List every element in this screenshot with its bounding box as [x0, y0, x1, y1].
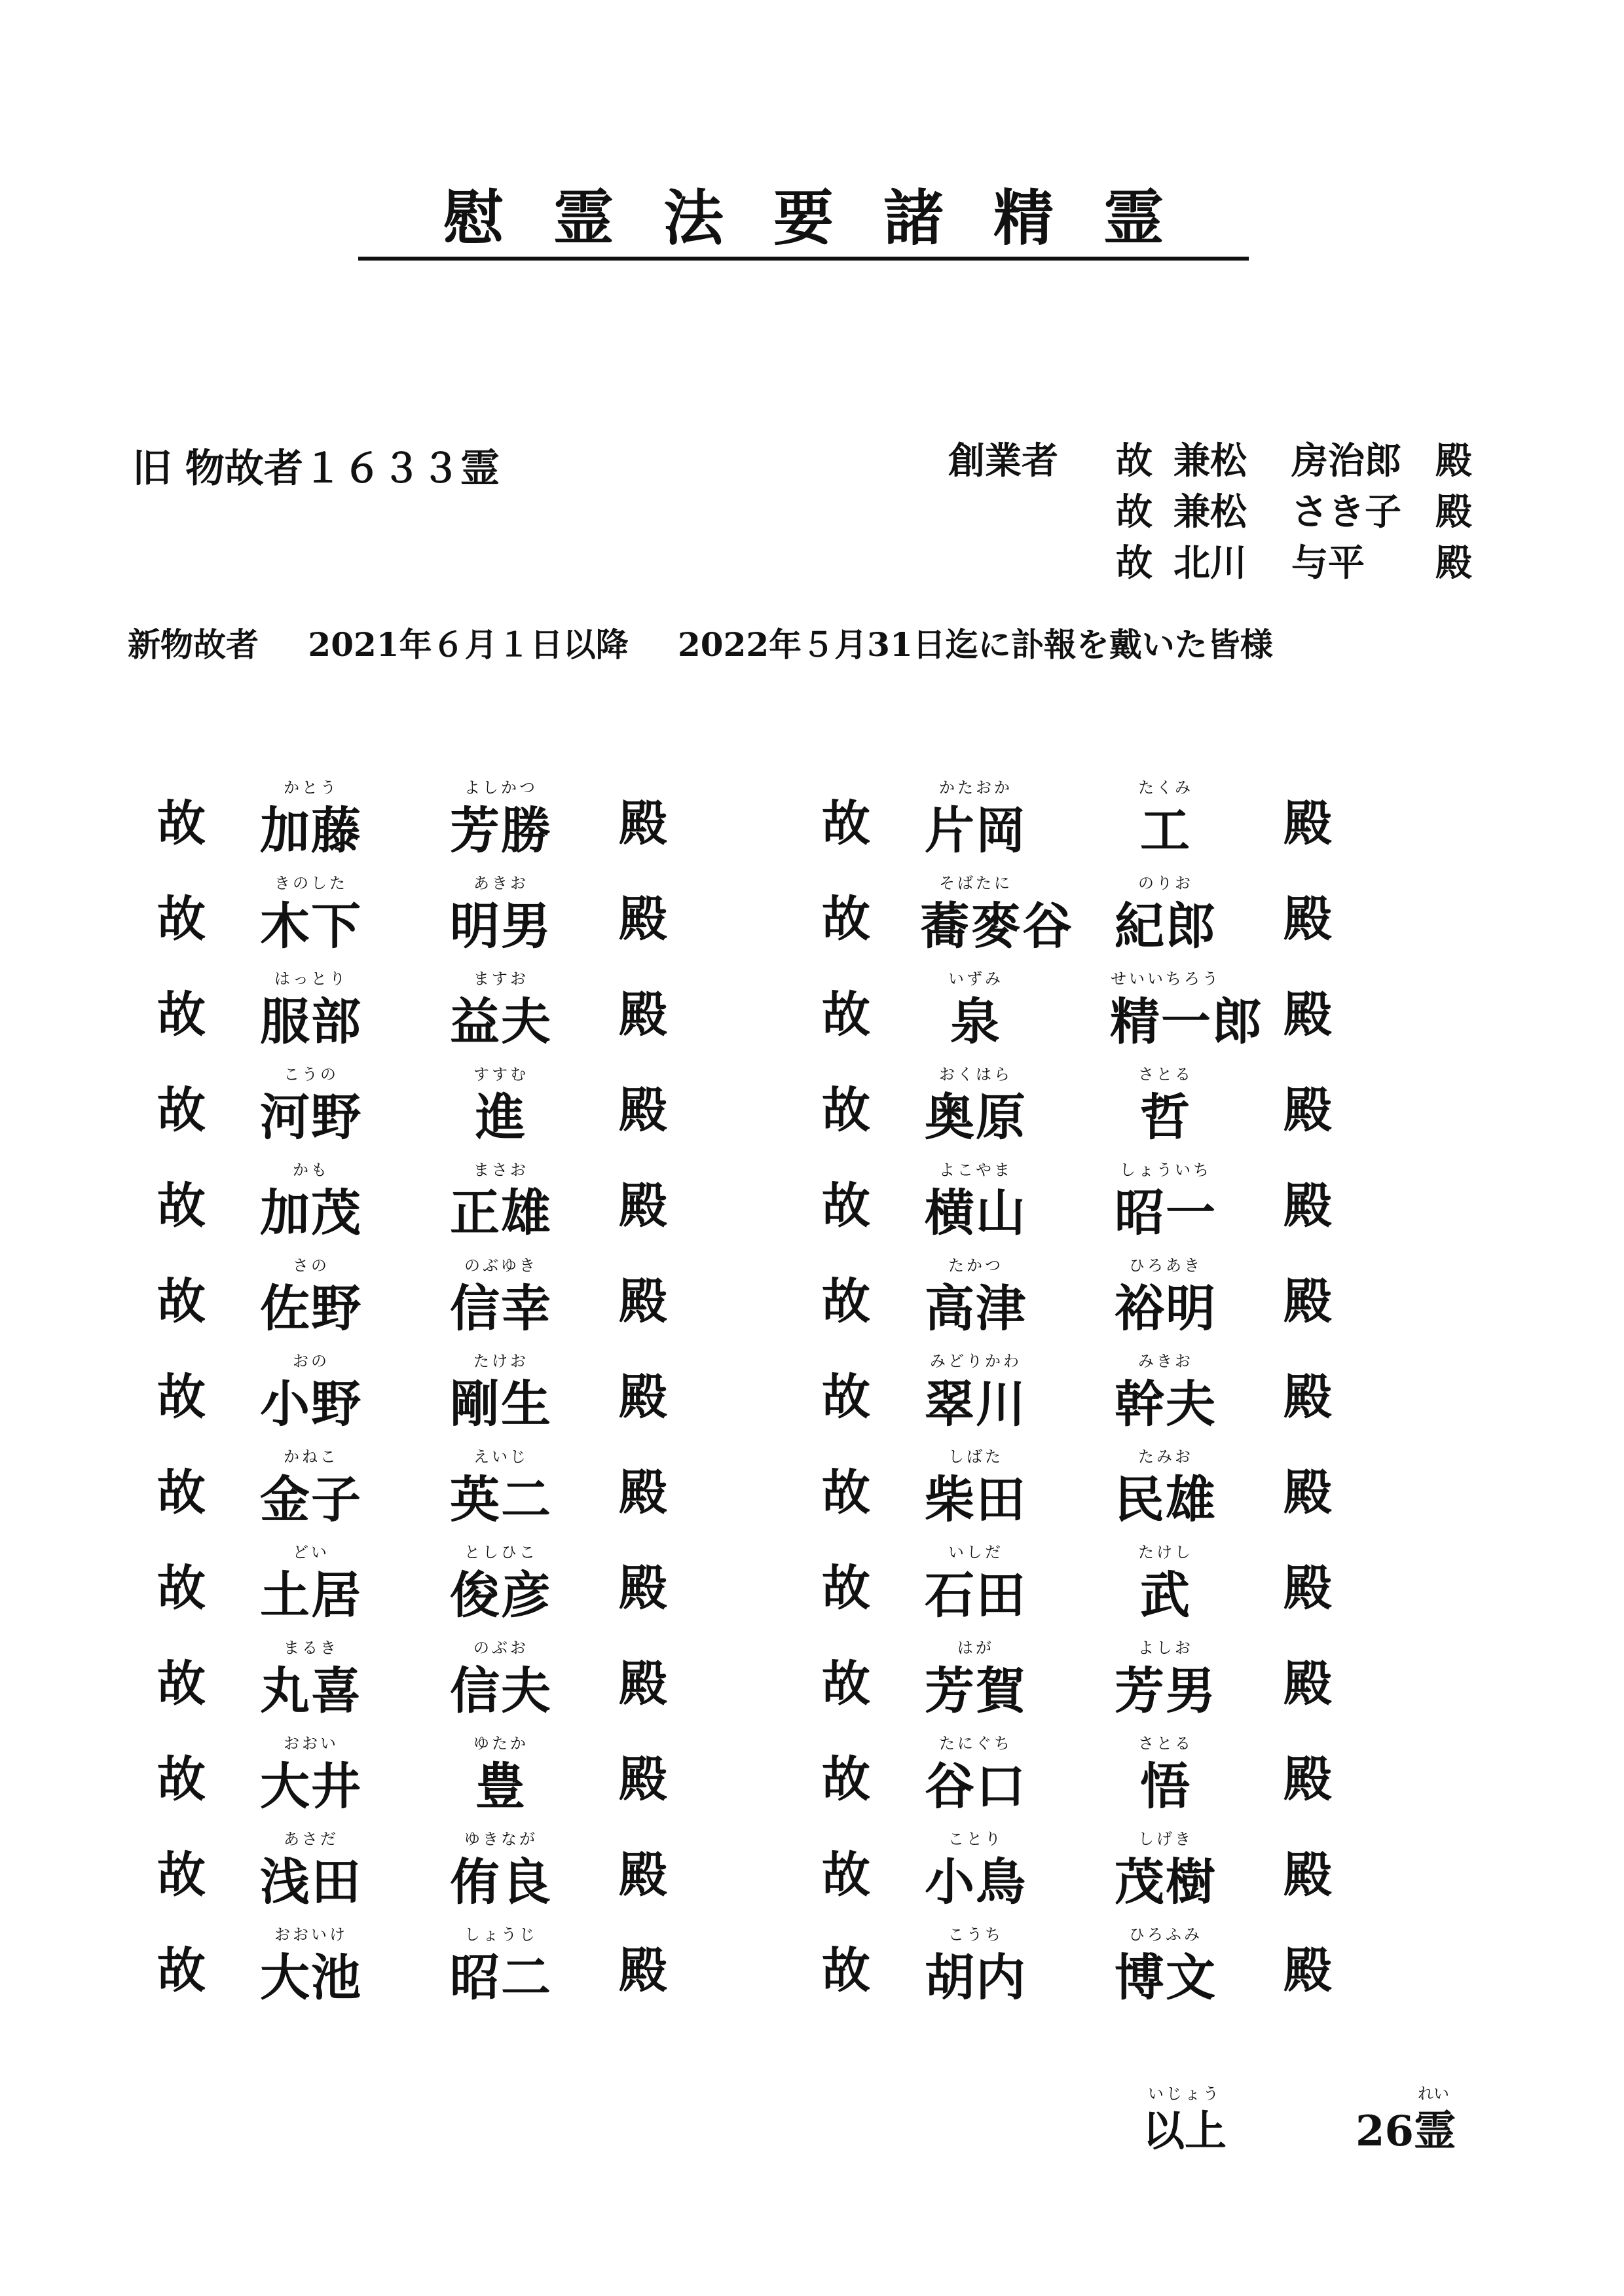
- family-name-ruby: いしだ: [948, 1543, 1003, 1561]
- given-name-ruby: しょういち: [1120, 1161, 1211, 1179]
- family-name: [920, 967, 1031, 1063]
- given-name: [445, 1540, 557, 1636]
- honorific-prefix: 故: [822, 891, 870, 947]
- family-name-ruby: どい: [293, 1543, 329, 1561]
- honorific-suffix: 殿: [1283, 795, 1332, 852]
- honorific-prefix: 故: [157, 1178, 206, 1234]
- family-name-ruby: たかつ: [948, 1256, 1003, 1275]
- family-name-ruby: かねこ: [284, 1448, 339, 1466]
- given-name: [1110, 1254, 1221, 1349]
- family-name-text: 土居: [260, 1566, 362, 1624]
- given-name: [445, 1158, 557, 1254]
- founder-prefix: 故: [1116, 541, 1153, 585]
- family-name-text: 河野: [260, 1088, 362, 1146]
- honorific-suffix: 殿: [1283, 1560, 1332, 1616]
- given-name-ruby: のぶお: [473, 1639, 528, 1657]
- honorific-prefix: 故: [822, 1273, 870, 1330]
- founder-family-name: 兼松: [1173, 490, 1247, 534]
- founders-label: 創業者: [948, 439, 1058, 483]
- given-name: [1110, 1923, 1221, 2018]
- family-name: [920, 1254, 1031, 1349]
- family-name-text: 石田: [925, 1566, 1027, 1624]
- honorific-prefix: 故: [822, 1465, 870, 1521]
- closing-text: 以上: [1143, 2107, 1227, 2156]
- family-name-text: 加茂: [260, 1184, 362, 1242]
- given-name-text: 幹夫: [1115, 1375, 1217, 1433]
- family-name-text: 小野: [260, 1375, 362, 1433]
- family-name-ruby: かも: [293, 1161, 329, 1179]
- honorific-suffix: 殿: [619, 1656, 667, 1712]
- family-name: [920, 1827, 1031, 1923]
- family-name-text: 佐野: [260, 1279, 362, 1338]
- honorific-prefix: 故: [822, 795, 870, 852]
- given-name: [445, 1827, 557, 1923]
- family-name-ruby: たにぐち: [939, 1734, 1012, 1753]
- given-name: [445, 1732, 557, 1827]
- family-name-ruby: はっとり: [274, 970, 348, 988]
- family-name-text: 横山: [925, 1184, 1027, 1242]
- given-name: [1110, 776, 1221, 871]
- family-name: [920, 1158, 1031, 1254]
- given-name-ruby: としひこ: [464, 1543, 538, 1561]
- honorific-suffix: 殿: [1283, 1465, 1332, 1521]
- family-name-text: 浅田: [260, 1853, 362, 1911]
- founder-row: [948, 486, 1488, 538]
- given-name: [445, 776, 557, 871]
- family-name: [920, 1063, 1031, 1158]
- honorific-suffix: 殿: [619, 1751, 667, 1808]
- founder-prefix: 故: [1116, 490, 1153, 534]
- given-name-text: 信幸: [450, 1279, 552, 1338]
- given-name: [445, 1923, 557, 2018]
- family-name-text: 高津: [925, 1279, 1027, 1338]
- given-name-text: 博文: [1115, 1948, 1217, 2007]
- family-name: [255, 967, 367, 1063]
- given-name: [1110, 1349, 1221, 1445]
- given-name-ruby: みきお: [1138, 1352, 1193, 1370]
- family-name-ruby: きのした: [274, 874, 348, 892]
- given-name: [445, 1063, 557, 1158]
- family-name-text: 谷口: [925, 1757, 1027, 1815]
- honorific-prefix: 故: [157, 1942, 206, 1999]
- honorific-suffix: 殿: [619, 1942, 667, 1999]
- honorific-suffix: 殿: [1283, 987, 1332, 1043]
- family-name: [255, 1636, 367, 1732]
- family-name-ruby: みどりかわ: [930, 1352, 1022, 1370]
- family-name-text: 大井: [260, 1757, 362, 1815]
- honorific-prefix: 故: [157, 891, 206, 947]
- given-name: [1110, 1540, 1221, 1636]
- family-name-ruby: かたおか: [939, 778, 1012, 797]
- given-name-ruby: しょうじ: [464, 1925, 538, 1944]
- given-name-text: 武: [1140, 1566, 1191, 1624]
- given-name-ruby: まさお: [473, 1161, 528, 1179]
- given-name-text: 昭二: [450, 1948, 552, 2007]
- page-title: 慰霊法要諸精霊: [358, 175, 1249, 261]
- family-name-text: 丸喜: [260, 1662, 362, 1720]
- honorific-prefix: 故: [822, 1178, 870, 1234]
- family-name-text: 大池: [260, 1948, 362, 2007]
- given-name: [1110, 967, 1263, 1063]
- founder-suffix: 殿: [1435, 490, 1472, 534]
- family-name-ruby: おおい: [284, 1734, 339, 1753]
- family-name-ruby: おの: [293, 1352, 329, 1370]
- given-name: [445, 1636, 557, 1732]
- given-name-ruby: しげき: [1138, 1830, 1193, 1848]
- family-name-ruby: まるき: [284, 1639, 339, 1657]
- family-name-ruby: かとう: [284, 778, 339, 797]
- family-name: [255, 1732, 367, 1827]
- honorific-suffix: 殿: [1283, 1942, 1332, 1999]
- honorific-suffix: 殿: [1283, 1656, 1332, 1712]
- honorific-prefix: 故: [822, 1560, 870, 1616]
- founder-suffix: 殿: [1435, 439, 1472, 483]
- family-name-ruby: いずみ: [948, 970, 1003, 988]
- family-name-ruby: しばた: [948, 1448, 1003, 1466]
- family-name-text: 奥原: [925, 1088, 1027, 1146]
- given-name-text: 工: [1140, 801, 1191, 860]
- total-count: [1356, 2082, 1456, 2158]
- honorific-prefix: 故: [157, 1273, 206, 1330]
- honorific-suffix: 殿: [1283, 1847, 1332, 1903]
- given-name-ruby: のりお: [1138, 874, 1193, 892]
- honorific-suffix: 殿: [1283, 1082, 1332, 1139]
- family-name-text: 金子: [260, 1470, 362, 1529]
- given-name: [1110, 1732, 1221, 1827]
- given-name-text: 英二: [450, 1470, 552, 1529]
- given-name-ruby: せいいちろう: [1111, 970, 1221, 988]
- given-name-text: 信夫: [450, 1662, 552, 1720]
- founder-family-name: 兼松: [1173, 439, 1247, 483]
- honorific-suffix: 殿: [619, 1082, 667, 1139]
- given-name-text: 民雄: [1115, 1470, 1217, 1529]
- honorific-suffix: 殿: [619, 1178, 667, 1234]
- given-name-text: 紀郎: [1115, 897, 1217, 955]
- given-name-ruby: たみお: [1138, 1448, 1193, 1466]
- given-name-text: 侑良: [450, 1853, 552, 1911]
- given-name-ruby: たけし: [1138, 1543, 1193, 1561]
- given-name: [1110, 871, 1221, 967]
- given-name-ruby: ひろふみ: [1129, 1925, 1202, 1944]
- given-name-ruby: さとる: [1138, 1734, 1193, 1753]
- honorific-prefix: 故: [157, 1369, 206, 1425]
- family-name: [255, 871, 367, 967]
- count-text: 26霊: [1356, 2107, 1456, 2156]
- given-name-ruby: よしお: [1138, 1639, 1193, 1657]
- given-name-ruby: たくみ: [1138, 778, 1193, 797]
- founder-row: [948, 538, 1488, 589]
- family-name-ruby: はが: [957, 1639, 994, 1657]
- honorific-prefix: 故: [822, 1082, 870, 1139]
- given-name-ruby: よしかつ: [464, 778, 538, 797]
- given-name-ruby: ゆたか: [473, 1734, 528, 1753]
- family-name-ruby: おおいけ: [274, 1925, 348, 1944]
- given-name-ruby: たけお: [473, 1352, 528, 1370]
- new-deceased-label: 新物故者: [128, 625, 259, 664]
- family-name: [255, 1827, 367, 1923]
- family-name-ruby: ことり: [948, 1830, 1003, 1848]
- honorific-prefix: 故: [822, 1942, 870, 1999]
- given-name-text: 昭一: [1115, 1184, 1217, 1242]
- founder-given-name: さき子: [1291, 490, 1401, 534]
- given-name-ruby: えいじ: [473, 1448, 528, 1466]
- family-name: [255, 1254, 367, 1349]
- founder-suffix: 殿: [1435, 541, 1472, 585]
- new-deceased-line: [128, 619, 1311, 666]
- honorific-prefix: 故: [822, 1656, 870, 1712]
- given-name: [1110, 1827, 1221, 1923]
- family-name-text: 芳賀: [925, 1662, 1027, 1720]
- given-name-text: 正雄: [450, 1184, 552, 1242]
- family-name-ruby: あさだ: [284, 1830, 339, 1848]
- honorific-suffix: 殿: [619, 795, 667, 852]
- given-name: [445, 1445, 557, 1540]
- honorific-suffix: 殿: [619, 1465, 667, 1521]
- honorific-prefix: 故: [157, 1082, 206, 1139]
- given-name-text: 剛生: [450, 1375, 552, 1433]
- founder-given-name: 房治郎: [1291, 439, 1401, 483]
- family-name-text: 翠川: [925, 1375, 1027, 1433]
- given-name-ruby: のぶゆき: [464, 1256, 538, 1275]
- family-name: [920, 871, 1073, 967]
- family-name-ruby: おくはら: [939, 1065, 1012, 1084]
- given-name-ruby: あきお: [473, 874, 528, 892]
- honorific-suffix: 殿: [619, 1847, 667, 1903]
- family-name: [920, 1540, 1031, 1636]
- given-name: [1110, 1158, 1221, 1254]
- honorific-suffix: 殿: [619, 891, 667, 947]
- closing-ruby: いじょう: [1148, 2085, 1221, 2103]
- family-name: [920, 1732, 1031, 1827]
- given-name: [445, 967, 557, 1063]
- family-name-ruby: こうち: [948, 1925, 1003, 1944]
- given-name: [1110, 1445, 1221, 1540]
- closing-mark: [1143, 2082, 1227, 2158]
- founder-prefix: 故: [1116, 439, 1153, 483]
- family-name-text: 泉: [950, 993, 1001, 1051]
- honorific-prefix: 故: [822, 987, 870, 1043]
- given-name-text: 茂樹: [1115, 1853, 1217, 1911]
- honorific-suffix: 殿: [619, 987, 667, 1043]
- honorific-suffix: 殿: [619, 1369, 667, 1425]
- given-name-text: 益夫: [450, 993, 552, 1051]
- family-name-ruby: よこやま: [939, 1161, 1012, 1179]
- family-name-text: 胡内: [925, 1948, 1027, 2007]
- given-name: [1110, 1063, 1221, 1158]
- honorific-prefix: 故: [822, 1751, 870, 1808]
- family-name-text: 柴田: [925, 1470, 1027, 1529]
- family-name: [920, 1349, 1031, 1445]
- given-name: [445, 1254, 557, 1349]
- given-name-ruby: さとる: [1138, 1065, 1193, 1084]
- founder-row: [948, 435, 1488, 486]
- given-name-text: 進: [475, 1088, 526, 1146]
- honorific-prefix: 故: [157, 1465, 206, 1521]
- family-name-text: 片岡: [925, 801, 1027, 860]
- given-name: [1110, 1636, 1221, 1732]
- given-name-ruby: ひろあき: [1129, 1256, 1202, 1275]
- family-name: [255, 1540, 367, 1636]
- family-name: [255, 1445, 367, 1540]
- family-name: [255, 1158, 367, 1254]
- family-name-text: 木下: [260, 897, 362, 955]
- given-name-text: 芳男: [1115, 1662, 1217, 1720]
- family-name-text: 服部: [260, 993, 362, 1051]
- family-name-text: 蕎麥谷: [920, 897, 1073, 955]
- honorific-suffix: 殿: [1283, 1369, 1332, 1425]
- founder-given-name: 与平: [1291, 541, 1365, 585]
- old-deceased-count: 旧 物故者１６３３霊: [132, 446, 500, 492]
- honorific-prefix: 故: [157, 1751, 206, 1808]
- given-name-ruby: ますお: [473, 970, 528, 988]
- given-name-ruby: ゆきなが: [464, 1830, 538, 1848]
- founder-family-name: 北川: [1173, 541, 1247, 585]
- given-name-text: 俊彦: [450, 1566, 552, 1624]
- honorific-suffix: 殿: [1283, 1178, 1332, 1234]
- honorific-suffix: 殿: [619, 1560, 667, 1616]
- honorific-prefix: 故: [157, 795, 206, 852]
- given-name-ruby: すすむ: [473, 1065, 529, 1084]
- family-name-ruby: さの: [293, 1256, 329, 1275]
- founders-block: [948, 435, 1488, 589]
- given-name: [445, 1349, 557, 1445]
- family-name: [255, 1063, 367, 1158]
- given-name-text: 豊: [475, 1757, 526, 1815]
- honorific-suffix: 殿: [619, 1273, 667, 1330]
- count-ruby: れい: [1418, 2085, 1450, 2103]
- given-name: [445, 871, 557, 967]
- family-name-ruby: こうの: [284, 1065, 339, 1084]
- family-name-text: 小鳥: [925, 1853, 1027, 1911]
- honorific-prefix: 故: [822, 1847, 870, 1903]
- family-name: [255, 776, 367, 871]
- family-name: [255, 1349, 367, 1445]
- family-name-ruby: そばたに: [939, 874, 1012, 892]
- period-start: 2021年６月１日以降: [308, 625, 629, 664]
- given-name-text: 芳勝: [450, 801, 552, 860]
- honorific-prefix: 故: [822, 1369, 870, 1425]
- family-name: [920, 776, 1031, 871]
- given-name-text: 精一郎: [1110, 993, 1263, 1051]
- honorific-prefix: 故: [157, 1847, 206, 1903]
- given-name-text: 明男: [450, 897, 552, 955]
- honorific-prefix: 故: [157, 987, 206, 1043]
- honorific-suffix: 殿: [1283, 1751, 1332, 1808]
- family-name: [255, 1923, 367, 2018]
- family-name-text: 加藤: [260, 801, 362, 860]
- period-end: 2022年５月31日迄に訃報を戴いた皆様: [678, 625, 1273, 664]
- given-name-text: 裕明: [1115, 1279, 1217, 1338]
- given-name-text: 悟: [1140, 1757, 1191, 1815]
- family-name: [920, 1923, 1031, 2018]
- honorific-prefix: 故: [157, 1656, 206, 1712]
- honorific-suffix: 殿: [1283, 891, 1332, 947]
- honorific-suffix: 殿: [1283, 1273, 1332, 1330]
- family-name: [920, 1636, 1031, 1732]
- given-name-text: 哲: [1140, 1088, 1191, 1146]
- family-name: [920, 1445, 1031, 1540]
- honorific-prefix: 故: [157, 1560, 206, 1616]
